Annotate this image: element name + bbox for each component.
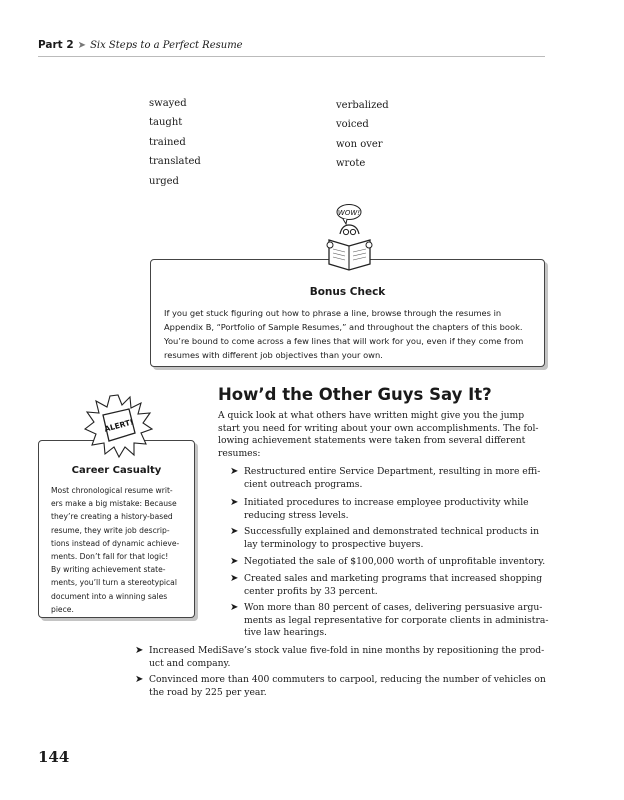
word-list-item: taught <box>149 117 183 128</box>
running-header <box>38 39 243 51</box>
bullet-line: Won more than 80 percent of cases, delivering persuasive argu- <box>244 602 543 613</box>
bullet-line: Convinced more than 400 commuters to carpool, reducing the number of vehicles on <box>149 674 546 685</box>
career-casualty-line: tions instead of dynamic achieve- <box>51 538 180 548</box>
bullet-line: reducing stress levels. <box>244 509 349 521</box>
career-casualty-line: resume, they write job descrip- <box>51 525 170 535</box>
career-casualty-line: they’re creating a history-based <box>51 512 173 522</box>
intro-line: resumes: <box>218 447 261 459</box>
bullet-line: Increased MediSave’s stock value five-fold in nine months by repositioning the prod- <box>149 645 545 656</box>
alert-badge-text: ALERT! <box>103 417 135 434</box>
bullet-line: Restructured entire Service Department, resulting in more effi- <box>244 466 541 477</box>
bullet-line: Negotiated the sale of $100,000 worth of unprofitable inventory. <box>244 556 546 567</box>
bullet-line: lay terminology to prospective buyers. <box>244 538 424 550</box>
achievement-bullet <box>135 645 555 670</box>
achievement-bullet <box>230 556 550 569</box>
bullet-line: Initiated procedures to increase employee productivity while <box>244 497 529 508</box>
word-list-item: voiced <box>336 119 369 130</box>
career-casualty-box <box>38 440 195 618</box>
achievement-bullet <box>230 602 550 640</box>
career-casualty-line: ments, you’ll turn a stereotypical <box>51 578 177 588</box>
word-list-item: verbalized <box>336 100 389 111</box>
achievement-bullet <box>230 466 550 491</box>
word-list-item: won over <box>336 139 383 150</box>
section-intro <box>218 410 543 460</box>
bullet-arrow-icon: ➤ <box>230 602 239 613</box>
bullet-arrow-icon: ➤ <box>135 674 144 685</box>
career-casualty-line: piece. <box>51 604 74 614</box>
bonus-check-line: You’re bound to come across a few lines that will work for you, even if they come from <box>164 336 524 346</box>
wow-bubble-text: WOW! <box>337 209 361 217</box>
bullet-line: the road by 225 per year. <box>149 686 267 698</box>
bullet-arrow-icon: ➤ <box>135 645 144 656</box>
bullet-line: cient outreach programs. <box>244 478 363 490</box>
header-rule <box>38 56 545 57</box>
bullet-line: tive law hearings. <box>244 627 327 638</box>
bullet-arrow-icon: ➤ <box>230 526 239 537</box>
intro-line: start you need for writing about your own accomplishments. The fol- <box>218 422 539 434</box>
page-number: 144 <box>38 748 70 766</box>
bullet-arrow-icon: ➤ <box>230 556 239 567</box>
bonus-check-line: If you get stuck figuring out how to phrase a line, browse through the resumes in <box>164 308 502 318</box>
bullet-line: uct and company. <box>149 657 231 669</box>
career-casualty-body <box>51 484 188 616</box>
bullet-line: Successfully explained and demonstrated technical products in <box>244 526 540 537</box>
intro-line: A quick look at what others have written might give you the jump <box>218 410 525 421</box>
word-list-item: wrote <box>336 158 366 169</box>
career-casualty-title: Career Casualty <box>71 465 162 476</box>
warning-burst-icon <box>83 393 153 463</box>
bonus-check-line: Appendix B, “Portfolio of Sample Resumes,” and throughout the chapters of this book. <box>164 322 523 332</box>
word-list-item: trained <box>149 137 186 148</box>
intro-line: lowing achievement statements were taken from several different <box>218 435 526 446</box>
bonus-check-title: Bonus Check <box>309 286 386 298</box>
header-arrow-icon: ➤ <box>77 40 87 51</box>
bullet-line: center profits by 33 percent. <box>244 585 378 597</box>
word-list-item: swayed <box>149 98 187 109</box>
part-label: Part 2 <box>38 39 74 51</box>
achievement-bullet <box>230 573 550 598</box>
bullet-arrow-icon: ➤ <box>230 497 239 508</box>
chapter-title: Six Steps to a Perfect Resume <box>90 40 243 51</box>
career-casualty-line: Most chronological resume writ- <box>51 486 173 495</box>
bullet-line: ments as legal representative for corporate clients in administra- <box>244 614 549 626</box>
reading-person-icon <box>326 198 374 280</box>
achievement-bullet <box>135 674 555 699</box>
career-casualty-line: By writing achievement state- <box>51 565 166 575</box>
bullet-arrow-icon: ➤ <box>230 466 239 477</box>
word-list-item: urged <box>149 176 179 187</box>
bullet-arrow-icon: ➤ <box>230 573 239 584</box>
bullet-line: Created sales and marketing programs that increased shopping <box>244 573 543 584</box>
career-casualty-line: document into a winning sales <box>51 591 168 601</box>
bonus-check-line: resumes with different job objectives than your own. <box>164 350 383 360</box>
career-casualty-line: ments. Don’t fall for that logic! <box>51 552 169 562</box>
word-list-item: translated <box>149 156 201 167</box>
bonus-check-body <box>164 306 534 362</box>
achievement-bullet <box>230 526 550 551</box>
achievement-bullet <box>230 497 550 522</box>
section-title: How’d the Other Guys Say It? <box>218 385 492 404</box>
career-casualty-line: ers make a big mistake: Because <box>51 499 177 509</box>
